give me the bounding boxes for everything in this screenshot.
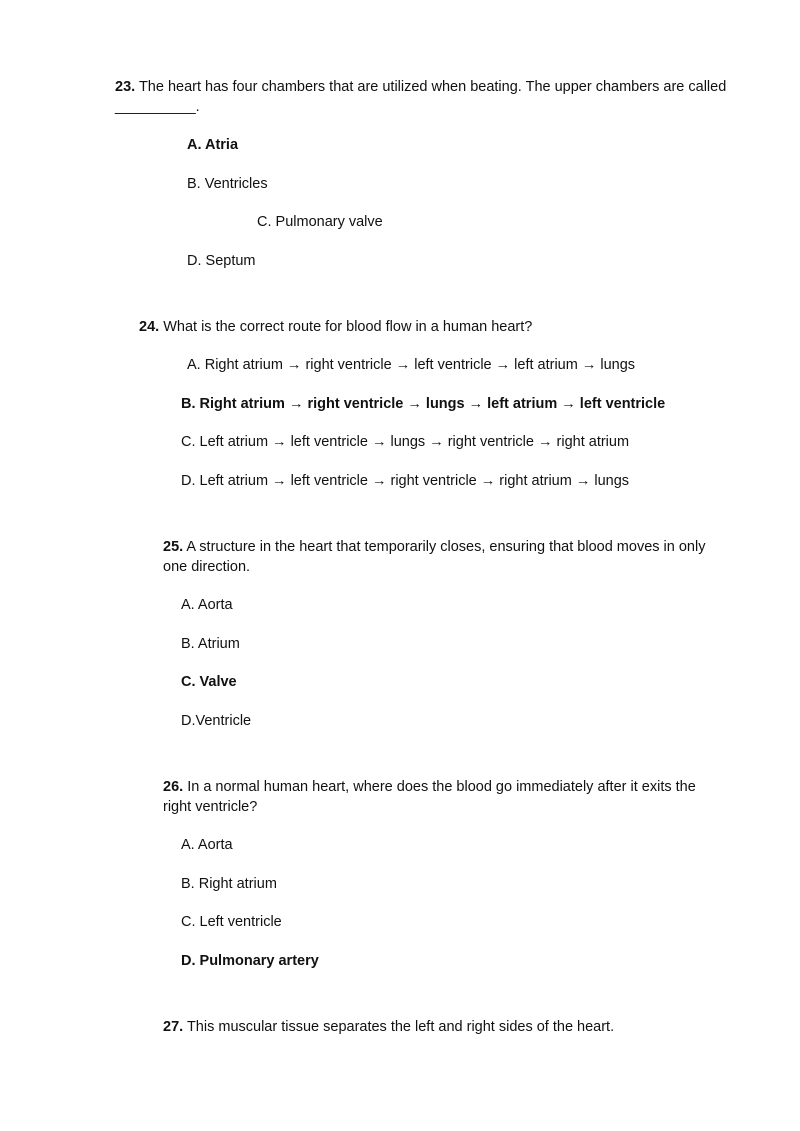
option-d: D. Pulmonary artery xyxy=(181,953,319,969)
option-c: C. Left ventricle xyxy=(181,914,282,930)
option-c: C. Pulmonary valve xyxy=(257,214,383,230)
question-body: A structure in the heart that temporarily closes, ensuring that blood moves in only xyxy=(186,539,706,555)
option-a: A. Aorta xyxy=(181,837,233,853)
option-b: B. Atrium xyxy=(181,636,240,652)
question-body: What is the correct route for blood flow in a human heart? xyxy=(163,319,533,335)
question-text xyxy=(115,77,755,117)
option-c: C. Left atrium → left ventricle → lungs → right ventricle → right atrium xyxy=(181,434,630,450)
question-text xyxy=(163,537,753,577)
question-number: 24. xyxy=(139,319,160,335)
question-number: 23. xyxy=(115,79,136,95)
question-body-line2: right ventricle? xyxy=(163,799,258,815)
option-b: B. Right atrium xyxy=(181,876,277,892)
question-number: 26. xyxy=(163,779,184,795)
question-text xyxy=(139,317,759,337)
option-c: C. Valve xyxy=(181,674,237,690)
question-number: 27. xyxy=(163,1019,184,1035)
option-a: A. Atria xyxy=(187,137,239,153)
question-body: In a normal human heart, where does the blood go immediately after it exits the xyxy=(187,779,696,795)
question-number: 25. xyxy=(163,539,184,555)
option-d: D.Ventricle xyxy=(181,713,252,729)
question-body: The heart has four chambers that are utilized when beating. The upper chambers are called xyxy=(138,79,727,95)
question-body-line2: __________. xyxy=(115,99,200,115)
question-text xyxy=(163,777,753,817)
question-text xyxy=(163,1017,753,1037)
option-b: B. Right atrium → right ventricle → lungs → left atrium → left ventricle xyxy=(181,396,666,412)
option-d: D. Left atrium → left ventricle → right ventricle → right atrium → lungs xyxy=(181,473,630,489)
option-b: B. Ventricles xyxy=(187,176,268,192)
question-body: This muscular tissue separates the left and right sides of the heart. xyxy=(186,1019,615,1035)
option-a: A. Right atrium → right ventricle → left ventricle → left atrium → lungs xyxy=(187,357,636,373)
option-a: A. Aorta xyxy=(181,597,233,613)
question-body-line2: one direction. xyxy=(163,559,251,575)
option-d: D. Septum xyxy=(187,253,256,269)
